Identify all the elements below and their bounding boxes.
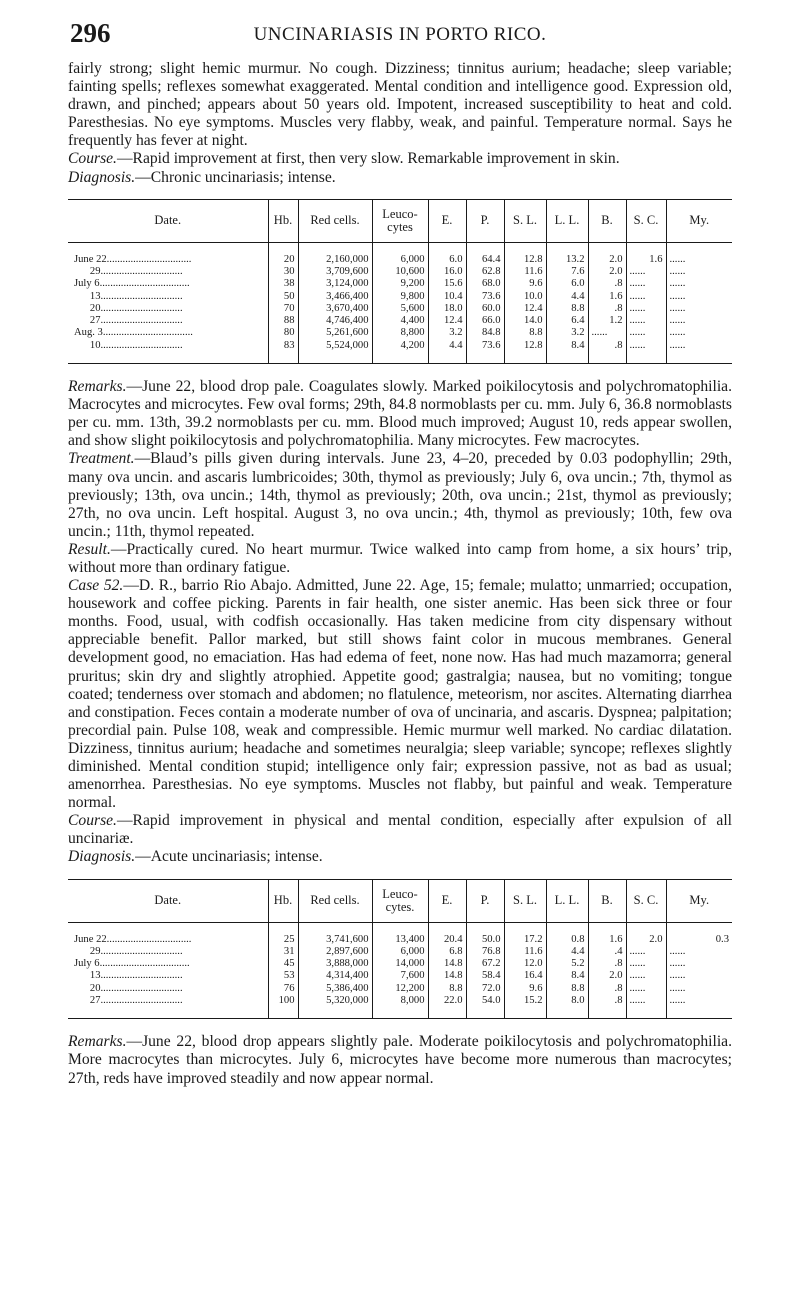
column-header: Red cells. <box>298 879 372 922</box>
value-cell: ...... <box>626 970 666 982</box>
value-cell: 88 <box>268 315 298 327</box>
course-label: Course. <box>68 150 117 168</box>
value-cell: 7.6 <box>546 266 588 278</box>
table-row <box>68 922 732 946</box>
case52-history <box>68 577 732 812</box>
date-cell: 13............................... <box>74 290 183 302</box>
value-cell: ...... <box>626 995 666 1019</box>
value-cell: 3,709,600 <box>298 266 372 278</box>
value-cell: 8.8 <box>546 983 588 995</box>
table-row <box>68 278 732 290</box>
table-header-row <box>68 879 732 922</box>
blood-count-table-2 <box>68 879 732 1020</box>
course-text: —Rapid improvement in physical and mental condition, especially after expulsion of all uncinariæ. <box>68 812 732 848</box>
column-header: S. L. <box>504 879 546 922</box>
table-row <box>68 303 732 315</box>
column-header: E. <box>428 199 466 242</box>
value-cell: 12.0 <box>504 958 546 970</box>
value-cell: ...... <box>626 983 666 995</box>
column-header: L. L. <box>546 879 588 922</box>
value-cell: 1.6 <box>588 291 626 303</box>
case52-course <box>68 812 732 848</box>
value-cell: 3,670,400 <box>298 303 372 315</box>
value-cell: 31 <box>268 946 298 958</box>
column-header: Hb. <box>268 879 298 922</box>
value-cell: 64.4 <box>466 242 504 266</box>
case51-remarks <box>68 378 732 450</box>
value-cell: 12.8 <box>504 340 546 364</box>
date-cell: 10............................... <box>68 340 268 364</box>
value-cell: 5,261,600 <box>298 327 372 339</box>
value-cell: 4,314,400 <box>298 970 372 982</box>
table-row <box>68 242 732 266</box>
diagnosis-label: Diagnosis. <box>68 168 136 186</box>
value-cell: 0.3 <box>666 922 732 946</box>
value-cell: ...... <box>666 242 732 266</box>
value-cell: 5,524,000 <box>298 340 372 364</box>
case52-diagnosis <box>68 848 732 866</box>
value-cell: 4,400 <box>372 315 428 327</box>
value-cell: 25 <box>268 922 298 946</box>
value-cell: ...... <box>666 291 732 303</box>
blood-count-table-1 <box>68 199 732 364</box>
value-cell: 54.0 <box>466 995 504 1019</box>
value-cell: 73.6 <box>466 291 504 303</box>
value-cell: 12.4 <box>428 315 466 327</box>
value-cell: .8 <box>588 278 626 290</box>
date-cell: 13............................... <box>74 970 183 982</box>
value-cell: .8 <box>588 983 626 995</box>
remarks-label: Remarks. <box>68 1033 127 1051</box>
value-cell: 58.4 <box>466 970 504 982</box>
value-cell: 16.4 <box>504 970 546 982</box>
value-cell: 10.0 <box>504 291 546 303</box>
value-cell: 68.0 <box>466 278 504 290</box>
value-cell: 45 <box>268 958 298 970</box>
date-cell: 29............................... <box>74 945 183 957</box>
value-cell: 10.4 <box>428 291 466 303</box>
value-cell: 20.4 <box>428 922 466 946</box>
course-label: Course. <box>68 812 117 830</box>
value-cell: 14.8 <box>428 958 466 970</box>
value-cell: ...... <box>626 303 666 315</box>
value-cell: 3.2 <box>428 327 466 339</box>
date-cell: 20............................... <box>74 302 183 314</box>
running-head: UNCINARIASIS IN PORTO RICO. <box>253 24 547 45</box>
case52-remarks <box>68 1033 732 1087</box>
value-cell: 3,124,000 <box>298 278 372 290</box>
value-cell: .8 <box>588 995 626 1019</box>
value-cell: ...... <box>666 303 732 315</box>
value-cell: 100 <box>268 995 298 1019</box>
remarks-text: —June 22, blood drop pale. Coagulates slowly. Marked poikilocytosis and polychromatophilia. Macrocytes and microcytes. Few oval forms; 29th, 84.8 normoblasts per cu. mm. July 6, 36.8 normoblasts per cu. mm. 13th, 39.2 normoblasts per cu. mm. Blood much improved; August 10, reds appear swollen, and show slight poikilocytosis and polychromatophilia. Many microcytes. Few macrocytes. <box>68 378 732 450</box>
diagnosis-text: —Chronic uncinariasis; intense. <box>135 168 336 186</box>
value-cell: 60.0 <box>466 303 504 315</box>
value-cell: 9.6 <box>504 278 546 290</box>
value-cell: 16.0 <box>428 266 466 278</box>
value-cell: 4.4 <box>546 291 588 303</box>
value-cell: 6.0 <box>546 278 588 290</box>
table-row <box>68 983 732 995</box>
column-header: S. L. <box>504 199 546 242</box>
value-cell: 11.6 <box>504 946 546 958</box>
value-cell: 3,888,000 <box>298 958 372 970</box>
value-cell: 1.6 <box>626 242 666 266</box>
remarks-label: Remarks. <box>68 378 127 396</box>
value-cell: 5,320,000 <box>298 995 372 1019</box>
value-cell: .8 <box>588 303 626 315</box>
value-cell: 8,800 <box>372 327 428 339</box>
value-cell: ...... <box>666 970 732 982</box>
value-cell: 70 <box>268 303 298 315</box>
value-cell: 15.2 <box>504 995 546 1019</box>
value-cell: .8 <box>588 958 626 970</box>
value-cell: 50.0 <box>466 922 504 946</box>
diagnosis-text: —Acute uncinariasis; intense. <box>135 848 323 866</box>
column-header: Hb. <box>268 199 298 242</box>
table-row <box>68 958 732 970</box>
value-cell: 1.6 <box>588 922 626 946</box>
value-cell: 9.6 <box>504 983 546 995</box>
value-cell: 73.6 <box>466 340 504 364</box>
value-cell: 30 <box>268 266 298 278</box>
diagnosis-label: Diagnosis. <box>68 848 136 866</box>
value-cell: 12.4 <box>504 303 546 315</box>
value-cell: 53 <box>268 970 298 982</box>
date-cell: July 6.................................. <box>74 958 190 970</box>
value-cell: 76.8 <box>466 946 504 958</box>
case51-result <box>68 541 732 577</box>
column-header: L. L. <box>546 199 588 242</box>
value-cell: 12,200 <box>372 983 428 995</box>
value-cell: 12.8 <box>504 242 546 266</box>
value-cell: ...... <box>666 340 732 364</box>
value-cell: 2.0 <box>588 970 626 982</box>
value-cell: ...... <box>666 995 732 1019</box>
value-cell: 17.2 <box>504 922 546 946</box>
value-cell: 8.4 <box>546 970 588 982</box>
result-text: —Practically cured. No heart murmur. Twice walked into camp from home, a six hours’ trip, without more than ordinary fatigue. <box>68 540 732 576</box>
date-cell: 27............................... <box>74 315 183 327</box>
value-cell: 4,746,400 <box>298 315 372 327</box>
value-cell: 6.4 <box>546 315 588 327</box>
value-cell: ...... <box>626 327 666 339</box>
value-cell: 1.2 <box>588 315 626 327</box>
value-cell: .8 <box>588 340 626 364</box>
value-cell: 5,600 <box>372 303 428 315</box>
value-cell: 18.0 <box>428 303 466 315</box>
value-cell: 11.6 <box>504 266 546 278</box>
column-header: E. <box>428 879 466 922</box>
value-cell: 6,000 <box>372 946 428 958</box>
case-label: Case 52. <box>68 577 124 595</box>
column-header: Date. <box>68 879 268 922</box>
value-cell: 6.0 <box>428 242 466 266</box>
date-cell: July 6.................................. <box>74 278 190 290</box>
value-cell: 76 <box>268 983 298 995</box>
value-cell: 10,600 <box>372 266 428 278</box>
value-cell: 4.4 <box>428 340 466 364</box>
date-cell: 29............................... <box>74 265 183 277</box>
value-cell: 15.6 <box>428 278 466 290</box>
column-header: S. C. <box>626 879 666 922</box>
table-row <box>68 291 732 303</box>
value-cell: 3,741,600 <box>298 922 372 946</box>
column-header: P. <box>466 879 504 922</box>
table-row <box>68 266 732 278</box>
case51-treatment <box>68 450 732 540</box>
value-cell: 2,897,600 <box>298 946 372 958</box>
value-cell: ...... <box>626 958 666 970</box>
value-cell: 8.8 <box>428 983 466 995</box>
value-cell: 4,200 <box>372 340 428 364</box>
value-cell: 5.2 <box>546 958 588 970</box>
table-row <box>68 340 732 364</box>
treatment-text: —Blaud’s pills given during intervals. June 23, 4–20, preceded by 0.03 podophyllin; 29th, many ova uncin. and ascaris lumbricoides; 30th, thymol as previously; July 6, ova uncin.; 7th, thymol as previously; 13th, ova uncin.; 14th, thymol as previously; 20th, ova uncin.; 21st, thymol as previously; 27th, no ova uncin. Left hospital. August 3, no ova uncin.; 4th, thymol as previously; 10th, few ova uncin.; 11th, thymol repeated. <box>68 450 732 540</box>
value-cell: 0.8 <box>546 922 588 946</box>
date-cell: Aug. 3.................................. <box>74 327 193 339</box>
value-cell: ...... <box>626 278 666 290</box>
value-cell: ...... <box>666 266 732 278</box>
date-cell: 27............................... <box>68 995 268 1019</box>
column-header: Leuco-cytes <box>372 199 428 242</box>
value-cell: 9,200 <box>372 278 428 290</box>
column-header: My. <box>666 879 732 922</box>
table-row <box>68 315 732 327</box>
value-cell: 8.0 <box>546 995 588 1019</box>
value-cell: 2.0 <box>588 266 626 278</box>
case-text: —D. R., barrio Rio Abajo. Admitted, June 22. Age, 15; female; mulatto; unmarried; occupation, housework and coffee picking. Parents in fair health, one sister anemic. Has been sick three or four months. Food, usual, with codfish occasionally. Has taken medicine from city dispensary without appreciable benefit. Pallor marked, but still shows faint color in mucous membranes. General development good, no emaciation. Has had edema of feet, none now. Has had much mazamorra; general pruritus; skin dry and slightly atrophied. Appetite good; gastralgia; nausea, but no vomiting; tongue coated; tenderness over stomach and abdomen; no flatulence, meteorism, nor ascites. Alternating diarrhea and constipation. Feces contain a moderate number of ova of uncinaria, and ascaris. Dyspnea; palpitation; precordial pain. Pulse 108, weak and compressible. Hemic murmur well marked. No cardiac dilatation. Dizziness, tinnitus aurium; headache and sometimes neuralgia; sleep variable; syncope; reflexes slightly diminished. Mental condition stupid; intelligence only fair; expression passive, not as bad as usual; amenorrhea. Paresthesias. No eye symptoms. Muscles not flabby, but painful and weak. Temperature normal. <box>68 577 732 812</box>
value-cell: 14.0 <box>504 315 546 327</box>
value-cell: 22.0 <box>428 995 466 1019</box>
value-cell: 2.0 <box>588 242 626 266</box>
value-cell: 13.2 <box>546 242 588 266</box>
value-cell: 20 <box>268 242 298 266</box>
column-header: B. <box>588 879 626 922</box>
value-cell: 5,386,400 <box>298 983 372 995</box>
value-cell: 3.2 <box>546 327 588 339</box>
value-cell: ...... <box>626 266 666 278</box>
value-cell: 83 <box>268 340 298 364</box>
value-cell: 14.8 <box>428 970 466 982</box>
value-cell: 14,000 <box>372 958 428 970</box>
value-cell: 2.0 <box>626 922 666 946</box>
column-header: P. <box>466 199 504 242</box>
value-cell: 80 <box>268 327 298 339</box>
value-cell: 7,600 <box>372 970 428 982</box>
page-number: 296 <box>70 18 111 48</box>
value-cell: ...... <box>666 315 732 327</box>
value-cell: 8.8 <box>504 327 546 339</box>
value-cell: 38 <box>268 278 298 290</box>
value-cell: 50 <box>268 291 298 303</box>
value-cell: 9,800 <box>372 291 428 303</box>
value-cell: ...... <box>626 340 666 364</box>
value-cell: ...... <box>666 958 732 970</box>
case51-course <box>68 150 732 168</box>
result-label: Result. <box>68 540 111 558</box>
table-header-row <box>68 199 732 242</box>
value-cell: 66.0 <box>466 315 504 327</box>
date-cell: June 22................................ <box>74 933 192 945</box>
page-header <box>70 14 730 54</box>
column-header: Red cells. <box>298 199 372 242</box>
column-header: Date. <box>68 199 268 242</box>
table-row <box>68 327 732 339</box>
page-body <box>68 60 732 1088</box>
column-header: B. <box>588 199 626 242</box>
value-cell: 8.8 <box>546 303 588 315</box>
value-cell: ...... <box>626 946 666 958</box>
value-cell: ...... <box>666 278 732 290</box>
value-cell: ...... <box>626 315 666 327</box>
value-cell: ...... <box>626 291 666 303</box>
value-cell: 62.8 <box>466 266 504 278</box>
value-cell: 2,160,000 <box>298 242 372 266</box>
value-cell: 6,000 <box>372 242 428 266</box>
value-cell: 8.4 <box>546 340 588 364</box>
value-cell: 6.8 <box>428 946 466 958</box>
column-header: My. <box>666 199 732 242</box>
value-cell: 4.4 <box>546 946 588 958</box>
value-cell: 84.8 <box>466 327 504 339</box>
table-row <box>68 995 732 1019</box>
course-text: —Rapid improvement at first, then very slow. Remarkable improvement in skin. <box>116 150 620 168</box>
table-row <box>68 946 732 958</box>
treatment-label: Treatment. <box>68 450 135 468</box>
value-cell: ...... <box>666 946 732 958</box>
column-header: S. C. <box>626 199 666 242</box>
column-header: Leuco-cytes. <box>372 879 428 922</box>
date-cell: 20............................... <box>74 982 183 994</box>
date-cell: June 22................................ <box>74 253 192 265</box>
value-cell: 72.0 <box>466 983 504 995</box>
case51-diagnosis <box>68 169 732 187</box>
value-cell: ...... <box>588 327 626 339</box>
table-row <box>68 970 732 982</box>
value-cell: ...... <box>666 327 732 339</box>
value-cell: ...... <box>666 983 732 995</box>
value-cell: 8,000 <box>372 995 428 1019</box>
remarks-text: —June 22, blood drop appears slightly pale. Moderate poikilocytosis and polychromatophilia. More macrocytes than microcytes. July 6, microcytes have become more numerous than macrocytes; 27th, reds have improved steadily and now appear normal. <box>68 1033 732 1087</box>
case51-continuation: fairly strong; slight hemic murmur. No cough. Dizziness; tinnitus aurium; headache; sleep variable; fainting spells; reflexes somewhat exaggerated. Mental condition and intelligence good. Expression old, drawn, and pinched; appears about 50 years old. Impotent, increased susceptibility to heat and cold. Paresthesias. No eye symptoms. Muscles very flabby, weak, and painful. Temperature normal. Says he frequently has fever at night. <box>68 60 732 150</box>
value-cell: 67.2 <box>466 958 504 970</box>
value-cell: .4 <box>588 946 626 958</box>
value-cell: 13,400 <box>372 922 428 946</box>
value-cell: 3,466,400 <box>298 291 372 303</box>
